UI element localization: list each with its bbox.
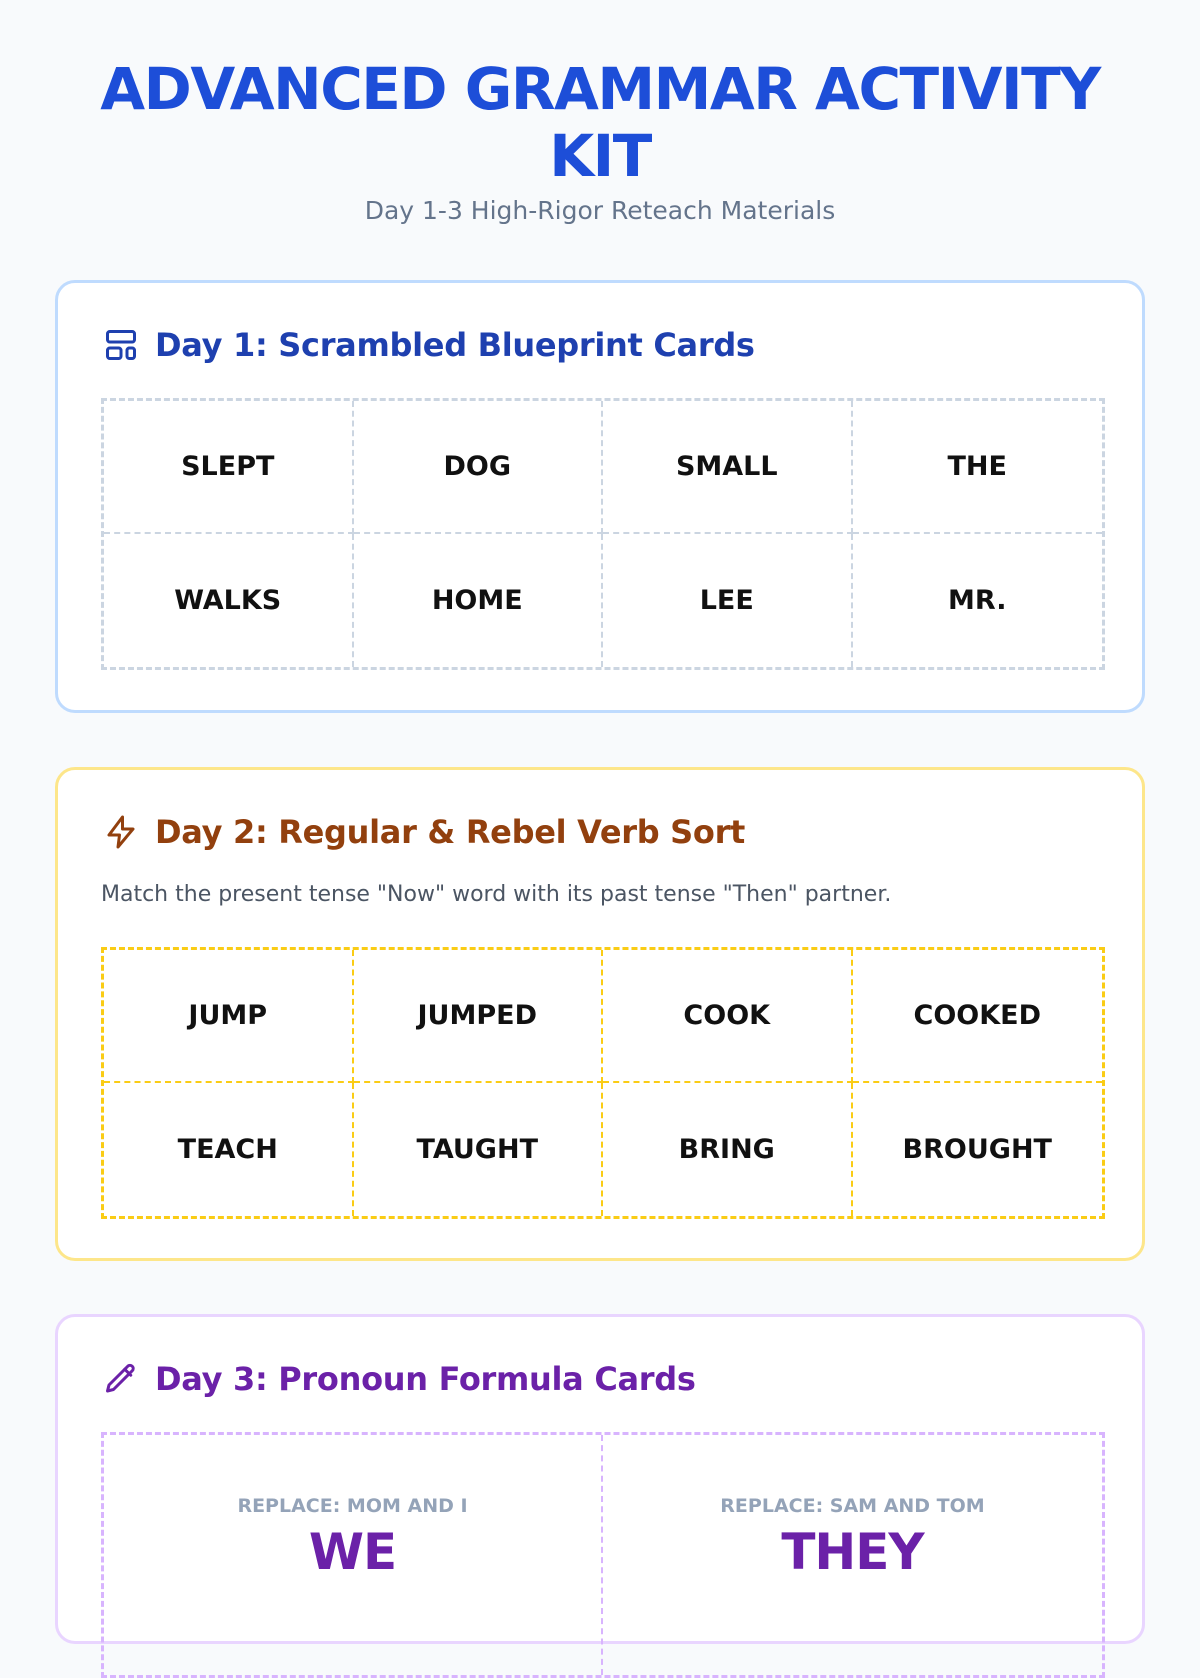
pronoun-replace-label: REPLACE: SAM AND TOM [720,1495,985,1517]
word-card[interactable]: SMALL [603,401,853,534]
day2-title: Day 2: Regular & Rebel Verb Sort [155,813,746,851]
day2-card-grid [101,947,1105,1219]
verb-card[interactable]: JUMP [104,950,354,1083]
word-card[interactable]: SLEPT [104,401,354,534]
day3-header [101,1359,696,1399]
pronoun-replace-label: REPLACE: MOM AND I [237,1495,468,1517]
day3-title: Day 3: Pronoun Formula Cards [155,1360,696,1398]
lightning-bolt-icon [101,812,141,852]
day2-card [55,767,1145,1261]
day1-card-grid [101,398,1105,670]
pronoun-word: THEY [781,1523,924,1581]
page-title: ADVANCED GRAMMAR ACTIVITY KIT [100,55,1100,190]
word-card[interactable]: THE [853,401,1103,534]
page-subtitle: Day 1-3 High-Rigor Reteach Materials [364,196,836,225]
verb-card[interactable]: TAUGHT [354,1083,604,1216]
day3-card-grid [101,1432,1105,1678]
page-header [0,0,1200,225]
word-card[interactable]: LEE [603,534,853,667]
pencil-icon [101,1359,141,1399]
word-card[interactable]: DOG [354,401,604,534]
day1-title: Day 1: Scrambled Blueprint Cards [155,326,755,364]
day2-header [101,812,745,852]
word-card[interactable]: HOME [354,534,604,667]
day1-card [55,280,1145,713]
day2-instruction: Match the present tense "Now" word with its past tense "Then" partner. [101,882,892,907]
pronoun-word: WE [308,1523,397,1581]
layout-grid-icon [101,325,141,365]
pronoun-card[interactable] [603,1435,1102,1675]
word-card[interactable]: WALKS [104,534,354,667]
day3-card [55,1314,1145,1644]
verb-card[interactable]: BROUGHT [902,1134,1052,1165]
verb-card[interactable]: TEACH [104,1083,354,1216]
verb-card[interactable]: COOK [603,950,853,1083]
pronoun-card[interactable] [104,1435,603,1675]
day1-header [101,325,755,365]
verb-card[interactable]: JUMPED [354,950,604,1083]
verb-card[interactable]: BRING [603,1083,853,1216]
verb-card[interactable]: COOKED [853,950,1103,1083]
word-card[interactable]: MR. [948,585,1007,616]
